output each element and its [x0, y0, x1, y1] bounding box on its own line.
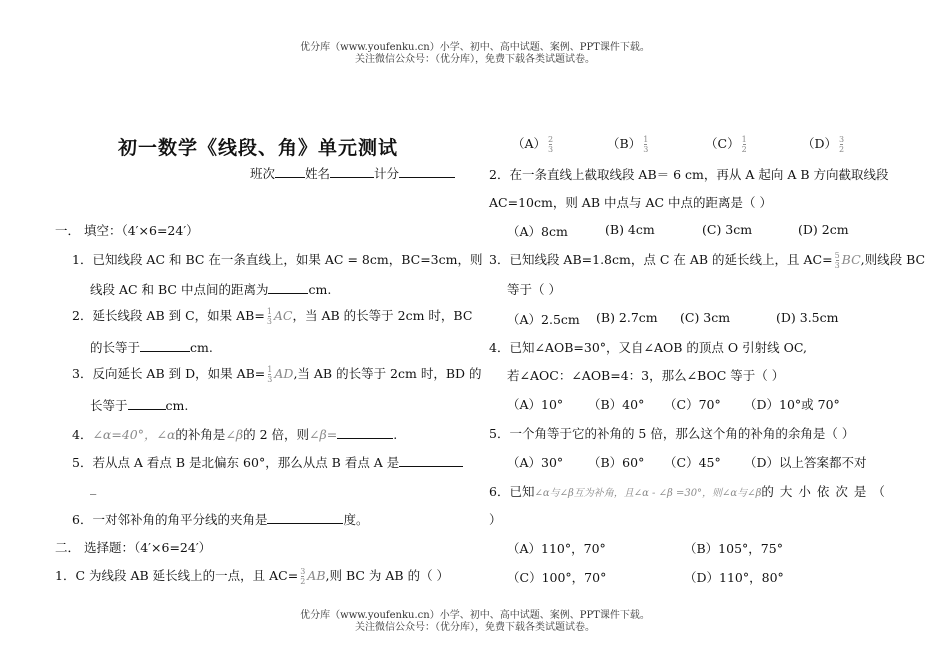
fill-q1-unit: cm. [308, 282, 332, 297]
header-line-2: 关注微信公众号：（优分库），免费下载各类试题试卷。 [355, 54, 595, 65]
choice-q2-line2: AC=10cm，则 AB 中点与 AC 中点的距离是（ ） [489, 195, 772, 210]
fraction-numerator: 5 [834, 251, 840, 260]
choice-q6-option-a[interactable]: （A）110°，70° [507, 541, 606, 556]
fill-q6-unit: 度。 [343, 512, 369, 527]
fill-q2-segment: AC [273, 308, 293, 323]
choice-q1-option-c[interactable] [705, 134, 749, 154]
fill-q2-text-2: 的长等于 [90, 340, 141, 355]
choice-q1-option-b[interactable] [607, 134, 650, 154]
choice-q1-segment: AB [307, 568, 326, 583]
class-label: 班次 [250, 166, 276, 181]
choice-q6-text-c: 的大小依次是（ [761, 484, 891, 499]
choice-q1-fraction [300, 567, 305, 586]
choice-q5-line1: 5．一个角等于它的补角的 5 倍，那么这个角的补角的余角是（ ） [489, 426, 855, 441]
choice-q2-option-b[interactable]: (B) 4cm [605, 222, 655, 237]
choice-q1-option-d[interactable] [802, 134, 846, 154]
option-fraction [643, 135, 648, 154]
fill-q4-text-2: 的 2 倍，则 [243, 427, 310, 442]
fraction-numerator: 1 [643, 135, 649, 144]
choice-q3-line1 [489, 250, 925, 270]
option-fraction [548, 135, 553, 154]
fraction-denominator: 3 [834, 261, 840, 270]
choice-q6-option-c[interactable]: （C）100°，70° [507, 570, 607, 585]
option-label: （B） [607, 136, 642, 151]
fill-q6-blank[interactable] [267, 511, 343, 524]
choice-q3-fraction [835, 251, 840, 270]
choice-q2-option-a[interactable]: （A）8cm [507, 224, 568, 239]
fill-q3-text-2: 长等于 [90, 398, 128, 413]
choice-q5-option-d[interactable]: （D）以上答案都不对 [744, 455, 867, 470]
choice-q3-text-a: 3．已知线段 AB=1.8cm，点 C 在 AB 的延长线上，且 AC= [489, 252, 833, 267]
page-title: 初一数学《线段、角》单元测试 [118, 137, 399, 159]
class-blank[interactable] [275, 165, 305, 178]
fraction-denominator: 3 [548, 145, 554, 154]
fill-q3-line1 [72, 364, 482, 384]
student-info [250, 164, 455, 182]
fill-q2-line2 [90, 338, 213, 356]
fill-q2-blank[interactable] [140, 339, 190, 352]
choice-q4-line2: 若∠AOC：∠AOB=4：3，那么∠BOC 等于（ ） [507, 368, 785, 383]
fill-q3-fraction [267, 365, 272, 384]
choice-q3-segment: BC [841, 252, 861, 267]
fill-q4-angle-b2: ∠β= [309, 427, 338, 442]
fraction-numerator: 3 [300, 567, 306, 576]
choice-q2-option-d[interactable]: (D) 2cm [798, 222, 849, 237]
fraction-denominator: 2 [839, 145, 845, 154]
choice-q4-option-c[interactable]: （C）70° [664, 397, 721, 412]
choice-q4-line1: 4．已知∠AOB=30°，又自∠AOB 的顶点 O 引射线 OC, [489, 340, 807, 355]
option-label: （D） [802, 136, 838, 151]
fill-q4-period: . [393, 427, 398, 442]
choice-q5-option-a[interactable]: （A）30° [507, 455, 564, 470]
fill-q1-line1: 1．已知线段 AC 和 BC 在一条直线上，如果 AC = 8cm，BC=3cm，则 [72, 252, 483, 267]
fraction-numerator: 1 [267, 365, 273, 374]
fill-q4-angle-b: ∠β [225, 427, 244, 442]
fill-q2-unit: cm. [190, 340, 213, 355]
fill-q4-blank[interactable] [337, 426, 393, 439]
fill-q4-angle-a: ∠α=40°，∠α [92, 427, 176, 442]
fill-q1-text: 线段 AC 和 BC 中点间的距离为 [90, 282, 269, 297]
fill-q4-num: 4． [72, 427, 93, 442]
choice-q3-text-c: ,则线段 BC [860, 252, 926, 267]
choice-q5-option-b[interactable]: （B）60° [588, 455, 645, 470]
section2-heading: 二． 选择题：（4′×6=24′） [55, 540, 212, 555]
fill-q4-line [72, 425, 397, 443]
fill-q5-line2: _ [90, 480, 97, 495]
option-fraction [742, 135, 747, 154]
fraction-numerator: 1 [741, 135, 747, 144]
choice-q3-option-c[interactable]: (C) 3cm [680, 310, 731, 325]
fraction-denominator: 2 [300, 577, 306, 586]
choice-q6-line2: ） [489, 512, 502, 527]
option-label: （A） [512, 136, 547, 151]
fill-q6-text: 6．一对邻补角的角平分线的夹角是 [72, 512, 268, 527]
fill-q3-unit: cm. [165, 398, 189, 413]
fraction-denominator: 3 [267, 375, 273, 384]
fill-q2-fraction [267, 307, 272, 326]
section1-heading: 一． 填空：（4′×6=24′） [55, 223, 199, 238]
fill-q5-blank[interactable] [399, 454, 463, 467]
choice-q6-text-a: 6．已知 [489, 484, 535, 499]
choice-q1-stem [55, 566, 449, 586]
fill-q2-text-a: 2．延长线段 AB 到 C，如果 AB= [72, 308, 265, 323]
choice-q4-option-d[interactable]: （D）10°或 70° [744, 397, 840, 412]
fill-q6-line [72, 510, 368, 528]
fill-q5-line1 [72, 453, 463, 471]
footer-line-1: 优分库（www.youfenku.cn）小学、初中、高中试题、案例、PPT课件下载。 [300, 610, 650, 621]
choice-q6-condition: ∠α与∠β互为补角，且∠α - ∠β =30°，则∠α与∠β [534, 488, 762, 499]
fill-q2-text-c: ，当 AB 的长等于 2cm 时，BC [292, 308, 473, 323]
score-label: 计分 [374, 166, 400, 181]
fill-q3-text-c: ,当 AB 的长等于 2cm 时，BD 的 [293, 366, 482, 381]
fill-q5-text: 5．若从点 A 看点 B 是北偏东 60°，那么从点 B 看点 A 是 [72, 455, 400, 470]
header-line-1: 优分库（www.youfenku.cn）小学、初中、高中试题、案例、PPT课件下载。 [300, 42, 650, 53]
name-blank[interactable] [330, 165, 374, 178]
choice-q6-option-b[interactable]: （B）105°，75° [684, 541, 783, 556]
choice-q2-option-c[interactable]: (C) 3cm [702, 222, 753, 237]
choice-q4-option-b[interactable]: （B）40° [588, 397, 645, 412]
fill-q3-segment: AD [274, 366, 294, 381]
choice-q3-option-d[interactable]: (D) 3.5cm [776, 310, 839, 325]
choice-q3-option-a[interactable]: （A）2.5cm [507, 312, 580, 327]
fraction-numerator: 2 [548, 135, 554, 144]
fill-q3-line2 [90, 396, 188, 414]
fill-q1-blank[interactable] [268, 281, 308, 294]
option-fraction [839, 135, 844, 154]
fraction-denominator: 3 [643, 145, 649, 154]
footer-line-2: 关注微信公众号：（优分库），免费下载各类试题试卷。 [355, 622, 595, 633]
fill-q2-line1 [72, 306, 472, 326]
option-label: （C） [705, 136, 740, 151]
fill-q1-line2 [90, 280, 331, 298]
choice-q4-option-a[interactable]: （A）10° [507, 397, 564, 412]
choice-q5-option-c[interactable]: （C）45° [664, 455, 721, 470]
choice-q2-line1: 2．在一条直线上截取线段 AB＝ 6 cm，再从 A 起向 A B 方向截取线段 [489, 167, 889, 182]
choice-q3-option-b[interactable]: (B) 2.7cm [596, 310, 658, 325]
fraction-denominator: 2 [741, 145, 747, 154]
fill-q4-text: 的补角是 [175, 427, 226, 442]
choice-q6-option-d[interactable]: （D）110°，80° [684, 570, 784, 585]
fill-q3-blank[interactable] [128, 397, 166, 410]
choice-q6-line1 [489, 482, 891, 500]
choice-q1-text-a: 1．C 为线段 AB 延长线上的一点，且 AC= [55, 568, 299, 583]
choice-q1-text-c: ,则 BC 为 AB 的（ ） [325, 568, 450, 583]
choice-q1-option-a[interactable] [512, 134, 555, 154]
fraction-denominator: 3 [266, 317, 272, 326]
fraction-numerator: 3 [839, 135, 845, 144]
fill-q3-text-a: 3．反向延长 AB 到 D，如果 AB= [72, 366, 266, 381]
choice-q3-line2: 等于（ ） [507, 282, 561, 297]
fraction-numerator: 1 [266, 307, 272, 316]
name-label: 姓名 [305, 166, 331, 181]
score-blank[interactable] [399, 165, 455, 178]
